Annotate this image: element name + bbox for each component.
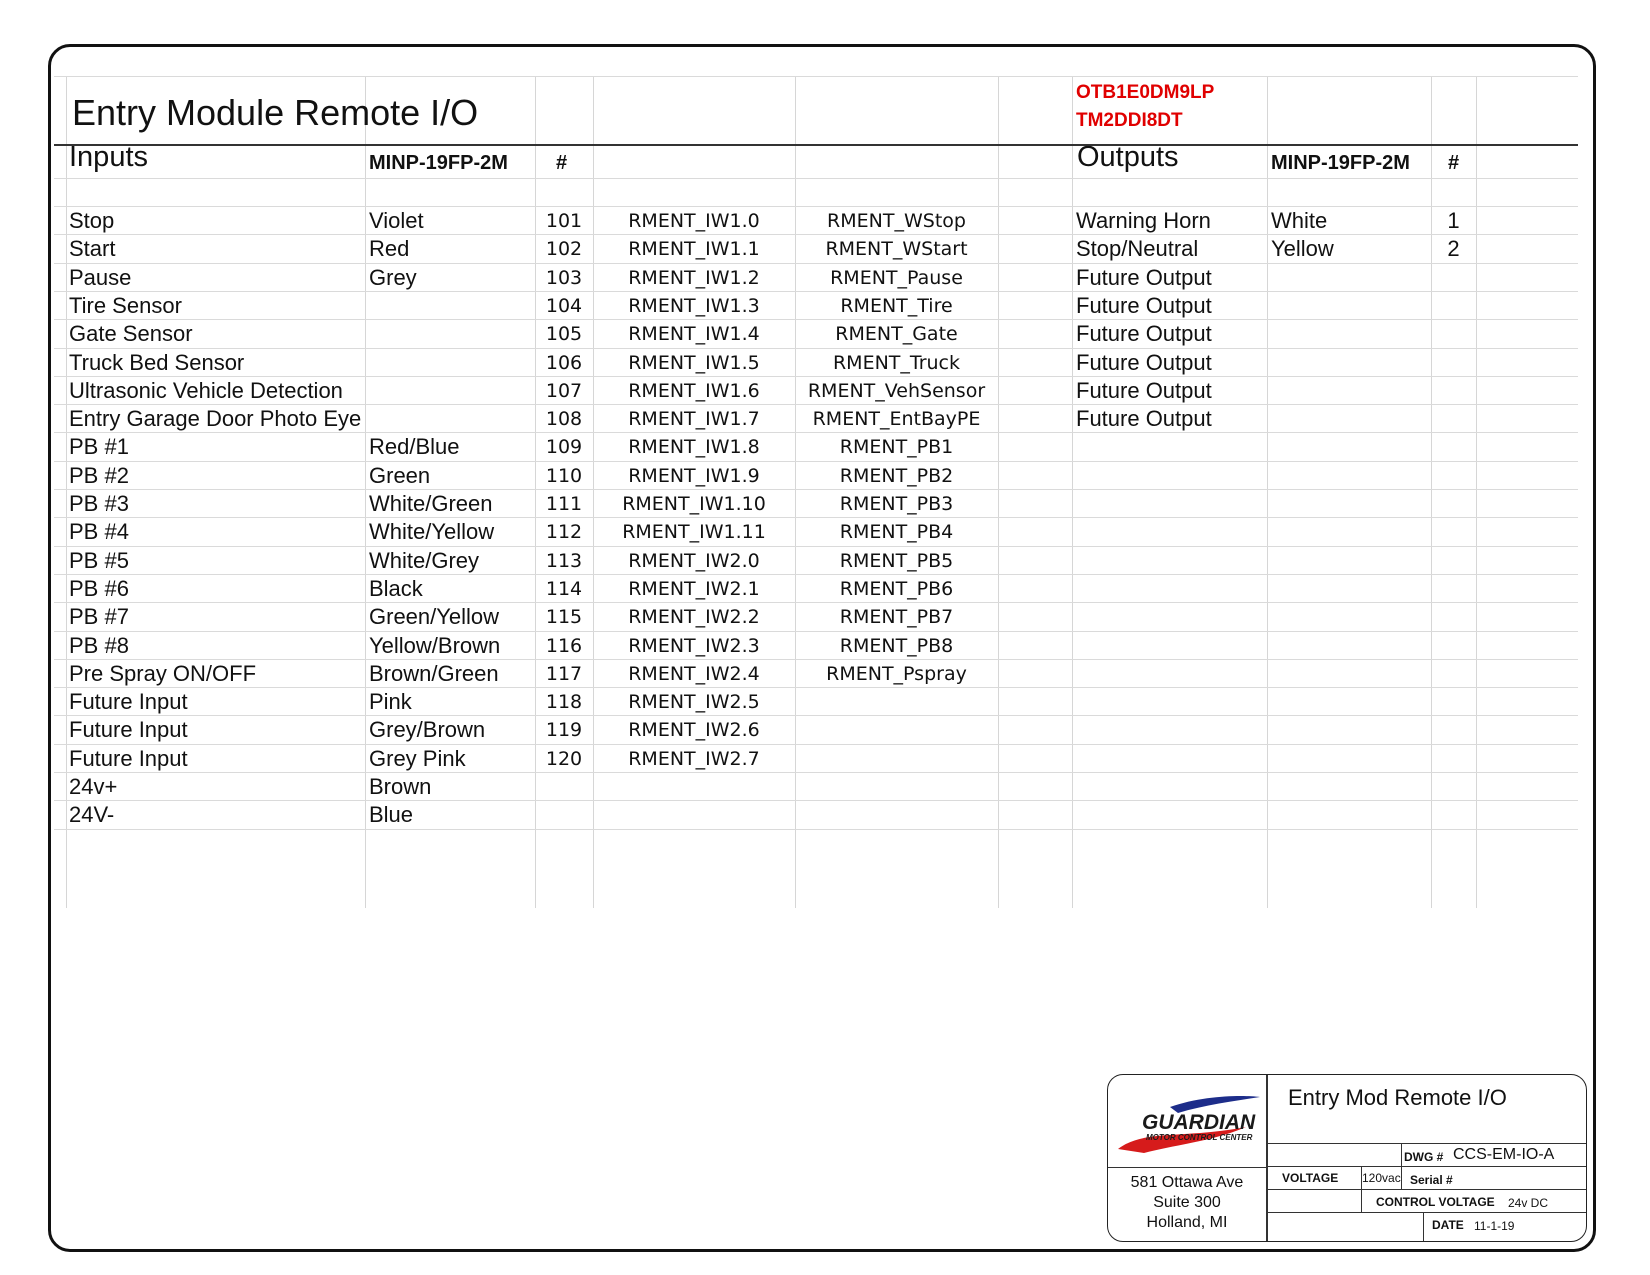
input-tag: RMENT_IW1.11 bbox=[622, 521, 766, 544]
title-block bbox=[1107, 1074, 1587, 1242]
output-wire-color: White bbox=[1271, 208, 1328, 233]
input-number: 118 bbox=[545, 691, 583, 714]
inputs-num-header: # bbox=[556, 152, 568, 174]
input-tag: RMENT_IW1.9 bbox=[628, 464, 760, 487]
input-number: 111 bbox=[545, 493, 583, 515]
outputs-header: Outputs bbox=[1077, 141, 1179, 173]
red-code-2: TM2DDI8DT bbox=[1076, 110, 1183, 131]
input-alias: RMENT_VehSensor bbox=[807, 379, 986, 402]
inputs-model: MINP-19FP-2M bbox=[369, 152, 508, 174]
input-name: PB #4 bbox=[69, 519, 129, 545]
input-name: Tire Sensor bbox=[69, 292, 182, 318]
input-name: Entry Garage Door Photo Eye bbox=[69, 406, 362, 432]
input-name: PB #8 bbox=[69, 632, 129, 658]
input-number: 115 bbox=[545, 606, 583, 629]
input-wire-color: Red/Blue bbox=[369, 434, 460, 460]
input-name: PB #3 bbox=[69, 491, 129, 516]
input-tag: RMENT_IW1.10 bbox=[622, 493, 766, 515]
input-wire-color: Green bbox=[369, 462, 431, 488]
input-alias: RMENT_PB8 bbox=[839, 634, 954, 657]
input-alias: RMENT_Pause bbox=[830, 266, 963, 289]
input-tag: RMENT_IW2.4 bbox=[628, 662, 760, 685]
output-name: Future Output bbox=[1076, 377, 1212, 403]
output-name: Future Output bbox=[1076, 264, 1212, 290]
input-number: 108 bbox=[545, 408, 583, 431]
inputs-header: Inputs bbox=[69, 141, 148, 173]
input-name: PB #7 bbox=[69, 604, 129, 630]
input-number: 106 bbox=[545, 351, 583, 374]
input-name: 24v+ bbox=[69, 774, 118, 799]
input-number: 110 bbox=[545, 464, 583, 487]
voltage-value: 120vac bbox=[1362, 1171, 1401, 1185]
input-name: Gate Sensor bbox=[69, 321, 193, 347]
control-voltage-label: CONTROL VOLTAGE bbox=[1376, 1195, 1495, 1209]
voltage-label: VOLTAGE bbox=[1282, 1171, 1339, 1185]
input-tag: RMENT_IW1.5 bbox=[628, 351, 760, 374]
input-alias: RMENT_PB4 bbox=[839, 521, 954, 544]
input-alias: RMENT_Truck bbox=[832, 351, 961, 374]
input-alias: RMENT_WStart bbox=[825, 238, 968, 261]
guardian-logo bbox=[1114, 1089, 1262, 1155]
input-number: 105 bbox=[545, 323, 583, 346]
input-wire-color: Green/Yellow bbox=[369, 604, 500, 630]
input-wire-color: Blue bbox=[369, 802, 414, 828]
input-alias: RMENT_PB1 bbox=[839, 436, 954, 459]
input-wire-color: White/Yellow bbox=[369, 519, 495, 545]
output-name: Future Output bbox=[1076, 406, 1212, 432]
input-name: Future Input bbox=[69, 745, 188, 771]
input-number: 119 bbox=[545, 719, 583, 742]
input-number: 120 bbox=[545, 747, 583, 770]
input-wire-color: Pink bbox=[369, 689, 412, 715]
drawing-title: Entry Mod Remote I/O bbox=[1288, 1085, 1507, 1110]
input-name: Pause bbox=[69, 264, 132, 290]
input-tag: RMENT_IW1.6 bbox=[628, 379, 760, 402]
input-wire-color: Yellow/Brown bbox=[369, 632, 501, 658]
input-number: 101 bbox=[545, 210, 583, 232]
input-tag: RMENT_IW1.2 bbox=[628, 266, 760, 289]
input-wire-color: White/Grey bbox=[369, 547, 480, 573]
logo-subtext: MOTOR CONTROL CENTER bbox=[1146, 1133, 1253, 1142]
input-tag: RMENT_IW1.1 bbox=[628, 238, 760, 261]
serial-label: Serial # bbox=[1410, 1173, 1453, 1187]
input-alias: RMENT_Tire bbox=[840, 294, 953, 317]
input-name: Pre Spray ON/OFF bbox=[69, 660, 257, 686]
sheet-title: Entry Module Remote I/O bbox=[72, 92, 479, 133]
input-name: PB #1 bbox=[69, 434, 129, 460]
input-alias: RMENT_PB7 bbox=[839, 606, 954, 629]
input-tag: RMENT_IW2.6 bbox=[628, 719, 760, 742]
input-name: Stop bbox=[69, 208, 115, 233]
input-name: Start bbox=[69, 236, 116, 262]
dwg-value: CCS-EM-IO-A bbox=[1453, 1146, 1555, 1163]
output-wire-color: Yellow bbox=[1271, 236, 1334, 262]
input-number: 114 bbox=[545, 577, 583, 600]
output-number: 2 bbox=[1447, 236, 1460, 262]
output-name: Future Output bbox=[1076, 349, 1212, 375]
outputs-num-header: # bbox=[1448, 152, 1460, 174]
red-code-1: OTB1E0DM9LP bbox=[1076, 82, 1215, 103]
input-number: 102 bbox=[545, 238, 583, 261]
input-name: Ultrasonic Vehicle Detection bbox=[69, 377, 343, 403]
input-alias: RMENT_WStop bbox=[827, 210, 966, 232]
input-number: 112 bbox=[545, 521, 583, 544]
input-wire-color: Grey bbox=[369, 264, 417, 290]
logo-text: GUARDIAN bbox=[1142, 1111, 1256, 1134]
output-name: Future Output bbox=[1076, 292, 1212, 318]
input-alias: RMENT_Gate bbox=[835, 323, 958, 346]
input-number: 104 bbox=[545, 294, 583, 317]
input-tag: RMENT_IW2.0 bbox=[628, 549, 760, 572]
input-number: 116 bbox=[545, 634, 583, 657]
address-line-1: 581 Ottawa Ave bbox=[1130, 1174, 1244, 1191]
input-alias: RMENT_PB5 bbox=[839, 549, 954, 572]
input-name: Future Input bbox=[69, 717, 188, 743]
output-number: 1 bbox=[1447, 208, 1460, 233]
input-wire-color: Grey/Brown bbox=[369, 717, 486, 743]
input-name: PB #2 bbox=[69, 462, 129, 488]
input-wire-color: White/Green bbox=[369, 491, 493, 516]
control-voltage-value: 24v DC bbox=[1508, 1196, 1549, 1210]
address-line-2: Suite 300 bbox=[1153, 1194, 1221, 1211]
input-tag: RMENT_IW2.7 bbox=[628, 747, 760, 770]
input-wire-color: Brown bbox=[369, 774, 432, 799]
input-wire-color: Grey Pink bbox=[369, 745, 466, 771]
input-tag: RMENT_IW1.0 bbox=[628, 210, 760, 232]
output-name: Warning Horn bbox=[1076, 208, 1211, 233]
date-value: 11-1-19 bbox=[1474, 1219, 1515, 1233]
input-wire-color: Brown/Green bbox=[369, 660, 499, 686]
input-name: Truck Bed Sensor bbox=[69, 349, 245, 375]
io-spreadsheet bbox=[54, 76, 1578, 908]
input-number: 113 bbox=[545, 549, 583, 572]
dwg-label: DWG # bbox=[1404, 1150, 1444, 1164]
input-number: 103 bbox=[545, 266, 583, 289]
date-label: DATE bbox=[1432, 1218, 1464, 1232]
input-number: 107 bbox=[545, 379, 583, 402]
address bbox=[1108, 1173, 1266, 1233]
outputs-model: MINP-19FP-2M bbox=[1271, 152, 1410, 174]
input-alias: RMENT_Pspray bbox=[826, 662, 967, 685]
input-tag: RMENT_IW2.2 bbox=[628, 606, 760, 629]
input-tag: RMENT_IW1.8 bbox=[628, 436, 760, 459]
input-tag: RMENT_IW1.7 bbox=[628, 408, 760, 431]
input-wire-color: Red bbox=[369, 236, 410, 262]
input-tag: RMENT_IW1.3 bbox=[628, 294, 760, 317]
input-tag: RMENT_IW2.1 bbox=[628, 577, 760, 600]
input-name: PB #5 bbox=[69, 547, 129, 573]
input-alias: RMENT_EntBayPE bbox=[812, 408, 981, 431]
input-tag: RMENT_IW2.5 bbox=[628, 691, 760, 714]
input-alias: RMENT_PB6 bbox=[839, 577, 954, 600]
address-line-3: Holland, MI bbox=[1146, 1214, 1228, 1231]
input-alias: RMENT_PB3 bbox=[839, 493, 954, 515]
input-alias: RMENT_PB2 bbox=[839, 464, 954, 487]
input-wire-color: Violet bbox=[369, 208, 424, 233]
input-name: PB #6 bbox=[69, 575, 129, 601]
input-number: 117 bbox=[545, 662, 583, 685]
input-number: 109 bbox=[545, 436, 583, 459]
input-name: 24V- bbox=[69, 802, 115, 828]
input-tag: RMENT_IW1.4 bbox=[628, 323, 760, 346]
output-name: Stop/Neutral bbox=[1076, 236, 1199, 262]
output-name: Future Output bbox=[1076, 321, 1212, 347]
input-name: Future Input bbox=[69, 689, 188, 715]
input-tag: RMENT_IW2.3 bbox=[628, 634, 760, 657]
input-wire-color: Black bbox=[369, 575, 423, 601]
